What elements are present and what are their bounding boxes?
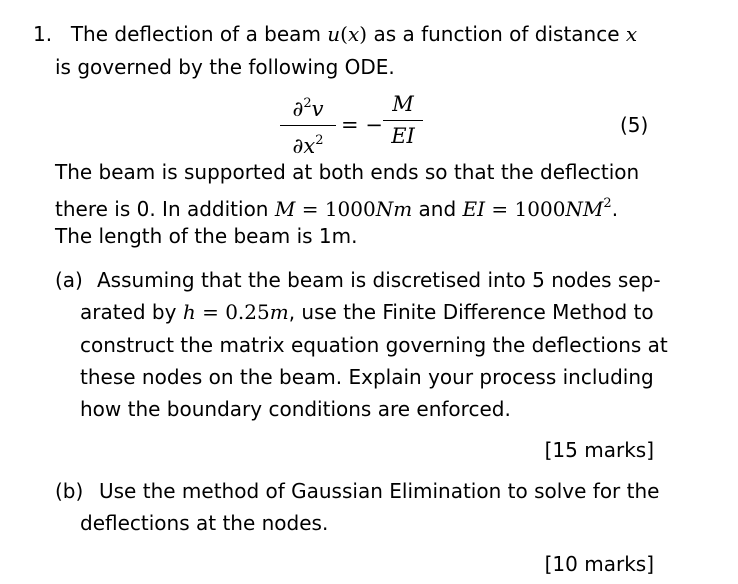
equation-number: (5): [620, 113, 649, 137]
part-a-line-2-rest: , use the Finite Difference Method to: [288, 300, 654, 324]
ode-rhs-numerator: M: [392, 92, 414, 116]
ode-lhs-denominator: $\partial x^2$: [292, 133, 324, 158]
question-line-1: [33, 21, 637, 47]
part-b-marks: [10 marks]: [544, 552, 654, 576]
part-a-line-2: [80, 299, 654, 325]
ode-rhs-denominator: EI: [391, 124, 415, 148]
part-b-label: (b): [55, 479, 84, 503]
func-paren-open: (: [340, 22, 348, 46]
part-a-marks: [15 marks]: [544, 438, 654, 462]
question-line-2: is governed by the following ODE.: [55, 55, 395, 79]
ei-exponent: 2: [603, 196, 612, 211]
part-a-line-4: these nodes on the beam. Explain your process including: [80, 365, 654, 389]
h-var: h: [182, 300, 196, 324]
support-line-2-text: there is 0. In addition: [55, 197, 269, 221]
part-b-line-2: deflections at the nodes.: [80, 511, 329, 535]
ei-value: = 1000: [485, 197, 566, 221]
ei-var: EI: [462, 197, 486, 221]
h-unit: m: [269, 300, 289, 324]
intro-var-x: x: [625, 22, 638, 46]
and-text: and: [418, 197, 457, 221]
ode-lhs-fraction: [280, 91, 336, 159]
moment-value: = 1000: [295, 197, 376, 221]
ei-period: .: [611, 197, 619, 221]
ode-lhs-numerator: ∂$^2$v: [292, 96, 324, 121]
moment-unit: Nm: [375, 197, 413, 221]
part-b-line-1: Use the method of Gaussian Elimination to solve for the: [99, 479, 660, 503]
part-a-line-1: Assuming that the beam is discretised into 5 nodes sep-: [97, 268, 661, 292]
ode-lhs-fraction-bar: [280, 125, 336, 126]
part-a-line-5: how the boundary conditions are enforced.: [80, 397, 511, 421]
part-a-line-3: construct the matrix equation governing the deflections at: [80, 333, 668, 357]
question-intro-text-2: as a function of distance: [373, 22, 620, 46]
func-u: u: [327, 22, 341, 46]
moment-var: M: [274, 197, 296, 221]
func-paren-close: ): [359, 22, 368, 46]
ode-rhs-fraction-bar: [383, 120, 423, 121]
func-x: x: [347, 22, 360, 46]
length-line: The length of the beam is 1m.: [55, 224, 358, 248]
h-value: = 0.25: [195, 300, 270, 324]
ode-equals-minus: = −: [341, 113, 383, 137]
support-line-2: [55, 191, 618, 222]
part-a-line-2-text: arated by: [80, 300, 177, 324]
question-intro-text: The deflection of a beam: [70, 22, 321, 46]
question-number: 1.: [33, 22, 53, 46]
ei-unit: NM: [565, 197, 604, 221]
support-line-1: The beam is supported at both ends so that the deflection: [55, 160, 640, 184]
part-a-label: (a): [55, 268, 83, 292]
ode-rhs-fraction: [383, 91, 423, 149]
